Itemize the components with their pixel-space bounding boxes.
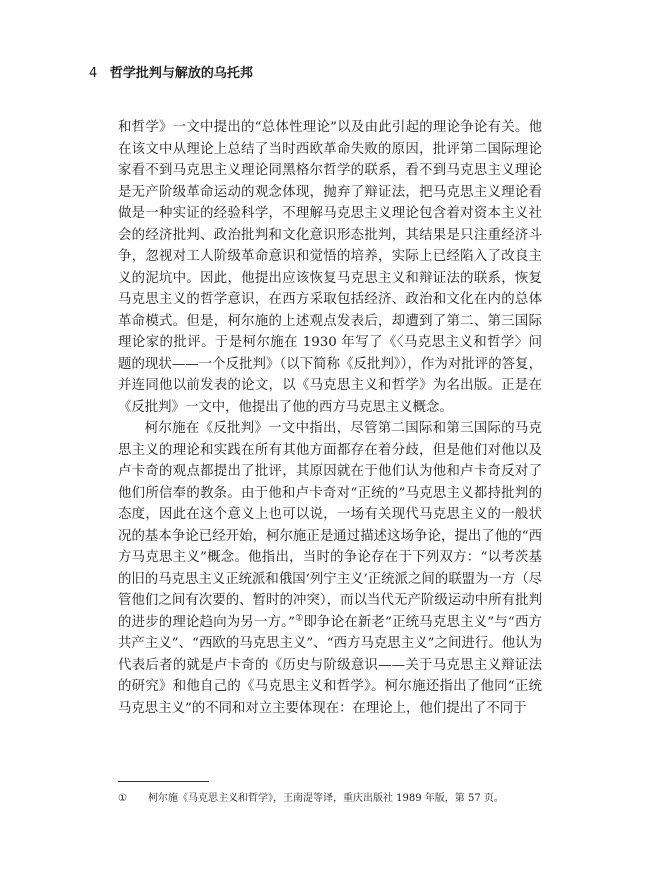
body-text <box>118 117 542 719</box>
paragraph-2 <box>118 418 542 719</box>
footnote-divider <box>118 781 209 782</box>
running-header <box>89 66 253 82</box>
page-number: 4 <box>89 66 98 81</box>
footnote-text: 柯尔施《马克思主义和哲学》，王南湜等译，重庆出版社 1989 年版，第 57 页。 <box>148 793 504 804</box>
footnote-number: ① <box>118 793 127 804</box>
paragraph-2-part-2: 即争论在新老“正统马克思主义”与“西方共产主义”、“西欧的马克思主义”、“西方马克思主义”之间进行。他认为代表后者的就是卢卡奇的《历史与阶级意识——关于马克思主义辩证法的研究》和他自己的《马克思主义和哲学》。柯尔施还指出了他同“正统马克思主义”的不同和对立主要体现在：在理论上，他们提出了不同于 <box>118 614 542 716</box>
paragraph-2-part-1: 柯尔施在《反批判》一文中指出，尽管第二国际和第三国际的马克思主义的理论和实践在所有其他方面都存在着分歧，但是他们对他以及卢卡奇的观点都提出了批评，其原因就在于他们认为他和卢卡奇反对了他们所信奉的教条。由于他和卢卡奇对“正统的”马克思主义都持批判的态度，因此在这个意义上也可以说，一场有关现代马克思主义的一般状况的基本争论已经开始，柯尔施正是通过描述这场争论，提出了他的“西方马克思主义”概念。他指出，当时的争论存在于下列双方：“以考茨基的旧的马克思主义正统派和俄国‘列宁主义’正统派之间的联盟为一方（尽管他们之间有次要的、暂时的冲突），而以当代无产阶级运动中所有批判的进步的理论趋向为另一方。” <box>118 421 542 630</box>
paragraph-1: 和哲学》一文中提出的“总体性理论”以及由此引起的理论争论有关。他在该文中从理论上总结了当时西欧革命失败的原因，批评第二国际理论家看不到马克思主义理论同黑格尔哲学的联系，看不到马克思主义理论是无产阶级革命运动的观念体现，抛弃了辩证法，把马克思主义理论看做是一种实证的经验科学，不理解马克思主义理论包含着对资本主义社会的经济批判、政治批判和文化意识形态批判，其结果是只注重经济斗争，忽视对工人阶级革命意识和觉悟的培养，实际上已经陷入了改良主义的泥坑中。因此，他提出应该恢复马克思主义和辩证法的联系，恢复马克思主义的哲学意识，在西方采取包括经济、政治和文化在内的总体革命模式。但是，柯尔施的上述观点发表后，却遭到了第二、第三国际理论家的批评。于是柯尔施在 1930 年写了《〈马克思主义和哲学〉问题的现状——一个反批判》（以下简称《反批判》），作为对批评的答复，并连同他以前发表的论文，以《马克思主义和哲学》为名出版。正是在《反批判》一文中，他提出了他的西方马克思主义概念。 <box>118 120 542 415</box>
footnote-reference: ① <box>294 613 304 624</box>
footnote <box>118 792 542 806</box>
book-title: 哲学批判与解放的乌托邦 <box>109 66 253 81</box>
